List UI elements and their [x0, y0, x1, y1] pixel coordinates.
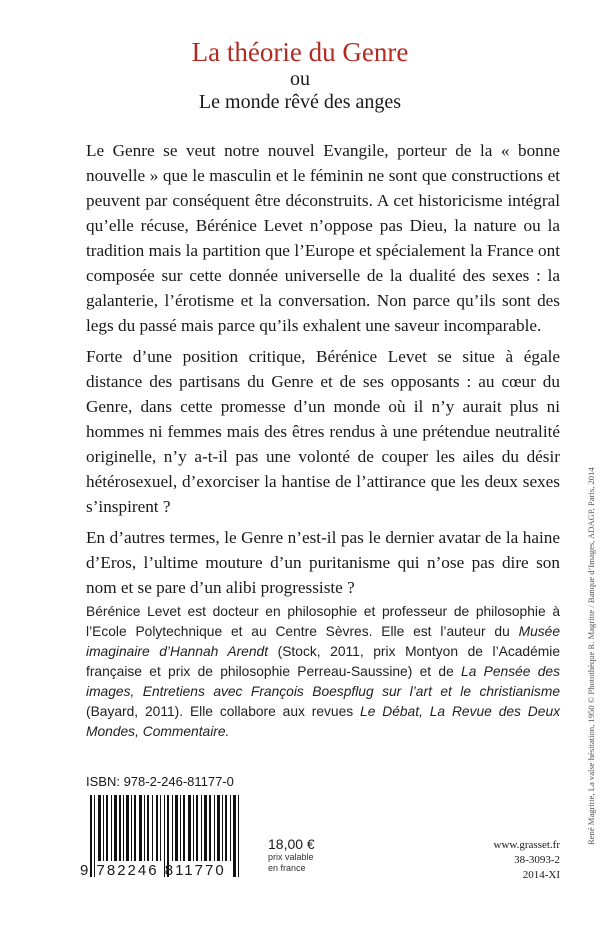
isbn: ISBN: 978-2-246-81177-0 [86, 774, 234, 789]
publisher-url: www.grasset.fr [493, 839, 560, 851]
blurb-paragraph-1: Le Genre se veut notre nouvel Evangile, porteur de la « bonne nouvelle » que le masculin et le féminin ne sont que constructions et peuvent par conséquent être déconstruits. A cet historicisme intégral qu’elle récuse, Bérénice Levet n’oppose pas Dieu, la nature ou la tradition mais la partition que l’Europe et spécialement la France ont composée sur cette donnée universelle de la dualité des sexes : la galanterie, l’érotisme et la conversation. Non parce qu’ils sont des legs du passé mais parce qu’ils exhalent une saveur incomparable. [86, 141, 560, 335]
title-connector: ou [290, 68, 310, 90]
book-title: La théorie du Genre [191, 37, 409, 67]
barcode-number: 9 782246 811770 [80, 862, 226, 879]
price-note-2: en france [268, 863, 306, 873]
bio-text-3: (Bayard, 2011). Elle collabore aux revues [86, 704, 361, 719]
bio-book-2: La Pensée des images, Entretiens avec François Boespflug sur l’art et le christianisme [86, 664, 561, 699]
blurb-paragraph-3: En d’autres termes, le Genre n’est-il pas le dernier avatar de la haine d’Eros, l’ultime mouture d’un puritanisme qui n’ose pas dire son nom et se pare d’un alibi progressiste ? [86, 528, 560, 597]
price-note-1: prix valable [268, 852, 314, 862]
blurb-paragraph-2: Forte d’une position critique, Bérénice Levet se situe à égale distance des partisans du Genre et de ses opposants : au cœur du Genre, dans cette promesse d’un monde où il n’y aurait plus ni hommes ni femmes mais des êtres rendus à une prétendue neutralité originelle, n’y a-t-il pas une volonté de couper les ailes du désir hétérosexuel, d’exorciser la hantise de l’attirance que les deux sexes s’inspirent ? [86, 347, 560, 516]
bio-text-2: (Stock, 2011, prix Montyon de l’Académie française et prix de philosophie Perreau-Saussine) et de [86, 644, 560, 679]
title-block [0, 36, 600, 114]
bio-journals: Le Débat, La Revue des Deux Mondes, Commentaire. [86, 704, 561, 739]
publisher-code: 38-3093-2 [514, 854, 560, 866]
blurb [86, 138, 560, 606]
publisher-edition: 2014-XI [522, 869, 560, 881]
image-credit: René Magritte, La valse hésitation, 1950 © Photothèque R. Magritte / Banque d’Images, ADAGP, Paris, 2014 [586, 467, 596, 845]
author-bio [86, 602, 560, 742]
bio-book-1: Musée imaginaire d’Hannah Arendt [86, 624, 560, 659]
price-block [268, 836, 315, 874]
publisher-info [494, 838, 561, 883]
price-amount: 18,00 € [268, 836, 315, 852]
bio-text-1: Bérénice Levet est docteur en philosophie et professeur de philosophie à l’Ecole Polytechnique et au Centre Sèvres. Elle est l’auteur du [86, 604, 560, 639]
book-subtitle: Le monde rêvé des anges [198, 91, 402, 113]
